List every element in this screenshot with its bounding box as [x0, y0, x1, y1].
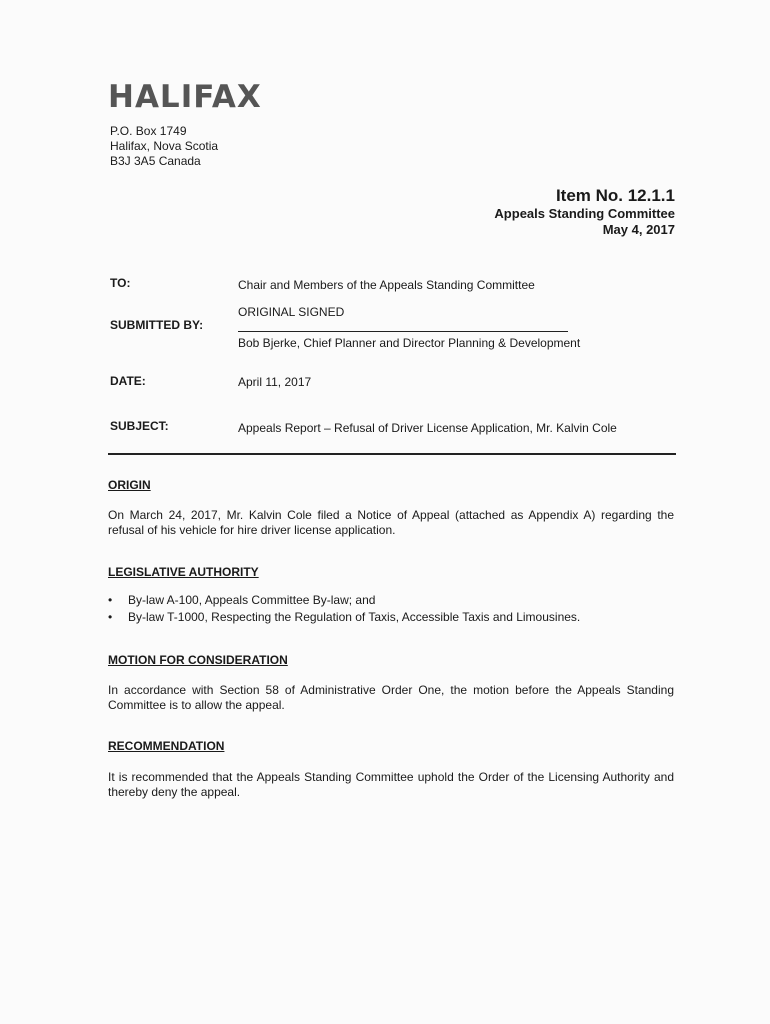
- item-number: Item No. 12.1.1: [555, 186, 675, 205]
- meeting-date: May 4, 2017: [602, 222, 675, 237]
- halifax-logo: HALIFAX: [108, 79, 262, 115]
- committee-name: Appeals Standing Committee: [494, 206, 675, 221]
- submitted-by-label: SUBMITTED BY:: [110, 318, 204, 332]
- subject-value: Appeals Report – Refusal of Driver License Application, Mr. Kalvin Cole: [238, 421, 617, 435]
- to-label: TO:: [110, 276, 131, 290]
- recommendation-text: It is recommended that the Appeals Standing Committee uphold the Order of the Licensing Authority and thereby deny the appeal.: [108, 770, 674, 799]
- address-line: P.O. Box 1749: [110, 124, 187, 138]
- submitted-by-value: Bob Bjerke, Chief Planner and Director Planning & Development: [238, 336, 581, 350]
- list-item-text: By-law A-100, Appeals Committee By-law; and: [128, 593, 376, 607]
- mailing-address: [110, 124, 218, 169]
- origin-heading: ORIGIN: [108, 478, 151, 492]
- bullet-icon: •: [108, 610, 113, 624]
- item-block: [494, 186, 675, 238]
- date-label: DATE:: [110, 374, 146, 388]
- motion-text: In accordance with Section 58 of Administrative Order One, the motion before the Appeals Standing Committee is to allow the appeal.: [108, 683, 674, 712]
- legislative-authority-list: [108, 592, 580, 626]
- signature-note: ORIGINAL SIGNED: [238, 305, 345, 319]
- address-line: B3J 3A5 Canada: [110, 154, 201, 168]
- list-item: [108, 609, 580, 626]
- subject-label: SUBJECT:: [110, 419, 169, 433]
- recommendation-heading: RECOMMENDATION: [108, 739, 225, 753]
- to-value: Chair and Members of the Appeals Standing Committee: [238, 278, 535, 292]
- address-line: Halifax, Nova Scotia: [110, 139, 219, 153]
- date-value: April 11, 2017: [238, 375, 312, 389]
- legislative-authority-heading: LEGISLATIVE AUTHORITY: [108, 565, 259, 579]
- motion-heading: MOTION FOR CONSIDERATION: [108, 653, 288, 667]
- bullet-icon: •: [108, 593, 113, 607]
- signature-line: [238, 331, 568, 332]
- header-divider: [108, 453, 676, 455]
- list-item: [108, 592, 580, 609]
- origin-text: On March 24, 2017, Mr. Kalvin Cole filed a Notice of Appeal (attached as Appendix A) regarding the refusal of his vehicle for hire driver license application.: [108, 508, 674, 537]
- list-item-text: By-law T-1000, Respecting the Regulation of Taxis, Accessible Taxis and Limousines.: [128, 610, 581, 624]
